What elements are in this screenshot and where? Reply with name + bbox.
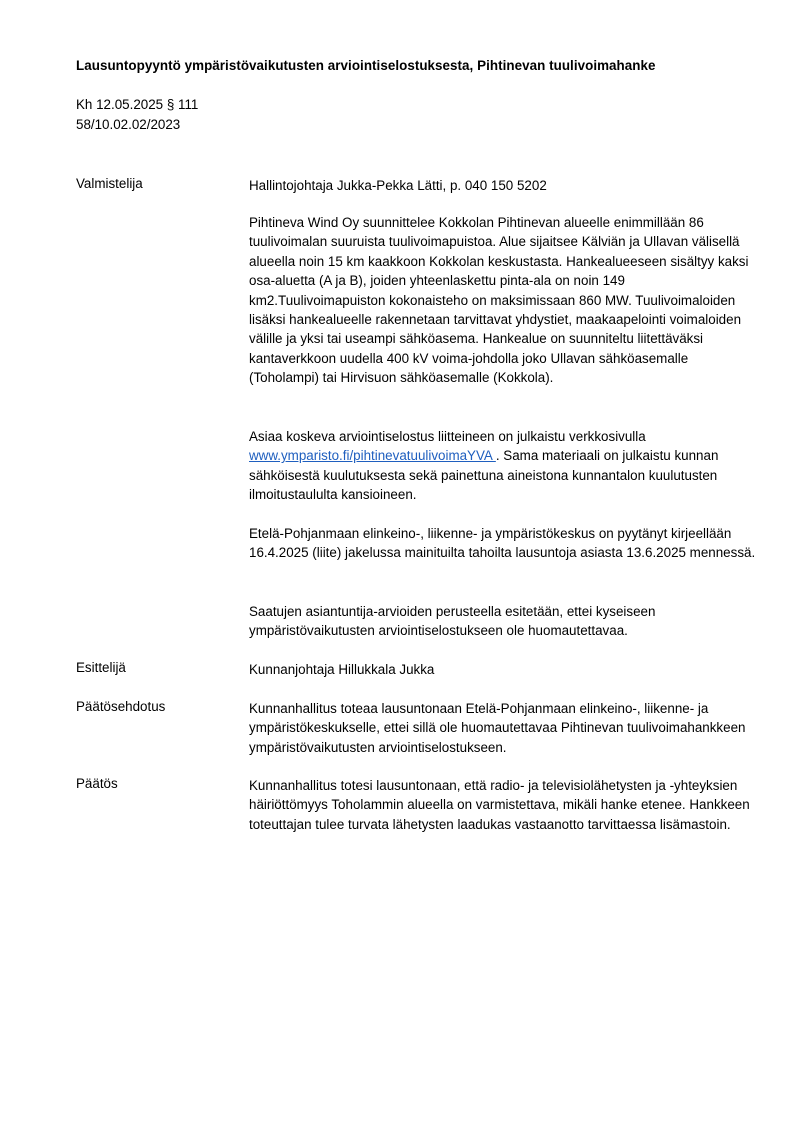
esittelija-text: Kunnanjohtaja Hillukkala Jukka <box>249 662 435 677</box>
paatos-label: Päätös <box>76 776 118 791</box>
statement-request-text: Etelä-Pohjanmaan elinkeino-, liikenne- ja ympäristökeskus on pyytänyt kirjeellään 16.4.2025 (liite) jakelussa mainituilta tahoilta lausuntoja asiasta 13.6.2025 mennessä. <box>249 526 756 561</box>
meeting-reference: Kh 12.05.2025 § 111 <box>76 97 199 112</box>
valmistelija-label: Valmistelija <box>76 176 143 191</box>
esittelija-label: Esittelijä <box>76 660 126 675</box>
valmistelija-name: Hallintojohtaja Jukka-Pekka Lätti, p. 040 150 5202 <box>249 178 547 193</box>
ymparisto-link[interactable]: www.ymparisto.fi/pihtinevatuulivoimaYVA <box>249 448 496 464</box>
paatos-text: Kunnanhallitus totesi lausuntonaan, että radio- ja televisiolähetysten ja -yhteyksien häiriöttömyys Toholammin alueella on varmistettava, mikäli hanke etenee. Hankkeen toteuttajan tulee turvata lähetysten laadukas vastaanotto tarvittaessa lisämastoin. <box>249 778 750 832</box>
paatosehdotus-label: Päätösehdotus <box>76 699 166 714</box>
project-description: Pihtineva Wind Oy suunnittelee Kokkolan Pihtinevan alueelle enimmillään 86 tuulivoimalan suuruista tuulivoimapuistoa. Alue sijaitsee Kälviän ja Ullavan välisellä alueella noin 15 km kaakkoon Kokkolan keskustasta. Hankealueeseen sisältyy kaksi osa-aluetta (A ja B), joiden yhteenlaskettu pinta-ala on noin 149 km2.Tuulivoimapuiston kokonaisteho on maksimissaan 860 MW. Tuulivoimaloiden lisäksi hankealueelle rakennetaan tarvittavat yhdystiet, maakaapelointi voimaloiden välille ja yksi tai useampi sähköasema. Hankealue on suunniteltu liitettäväksi kantaverkkoon uudella 400 kV voima-johdolla joko Ullavan sähköasemalle (Toholampi) tai Hirvisuon sähköasemalle (Kokkola). <box>249 215 749 386</box>
valmistelija-paragraph-3 <box>249 524 759 563</box>
paatosehdotus-text: Kunnanhallitus toteaa lausuntonaan Etelä-Pohjanmaan elinkeino-, liikenne- ja ympäristökeskukselle, ettei sillä ole huomautettavaa Pihtinevan tuulivoimahankkeen ympäristövaikutusten arviointiselostukseen. <box>249 701 746 755</box>
publication-text: Asiaa koskeva arviointiselostus liitteineen on julkaistu verkkosivulla <box>249 429 646 444</box>
valmistelija-paragraph-1 <box>249 213 759 388</box>
diary-number: 58/10.02.02/2023 <box>76 117 181 132</box>
valmistelija-paragraph-2 <box>249 427 759 505</box>
proposal-basis-text: Saatujen asiantuntija-arvioiden perusteella esitetään, ettei kyseiseen ympäristövaikutusten arviointiselostukseen ole huomautettavaa. <box>249 604 656 639</box>
document-title: Lausuntopyyntö ympäristövaikutusten arviointiselostuksesta, Pihtinevan tuulivoimahanke <box>76 58 656 73</box>
publication-text-cont: . Sama materiaali on julkaistu kunnan sähköisestä kuulutuksesta sekä painettuna aineistona kunnantalon kuulutusten ilmoitustaululta kansioineen. <box>249 448 719 503</box>
valmistelija-paragraph-4 <box>249 602 759 641</box>
